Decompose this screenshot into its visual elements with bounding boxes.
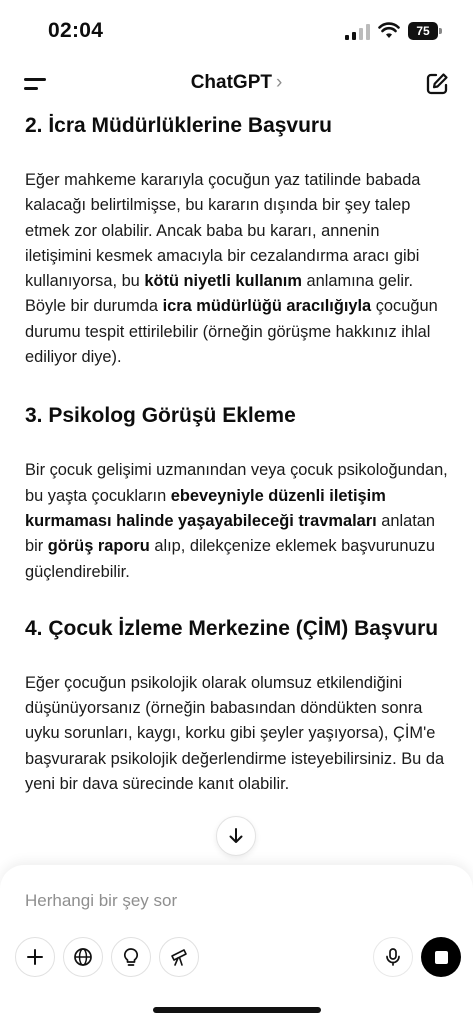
section-heading-4: 4. Çocuk İzleme Merkezine (ÇİM) Başvuru — [25, 616, 439, 640]
reasoning-button[interactable] — [111, 937, 151, 977]
globe-icon — [73, 947, 93, 967]
chevron-right-icon: › — [275, 72, 283, 93]
voice-input-button[interactable] — [373, 937, 413, 977]
new-chat-icon[interactable] — [424, 71, 450, 97]
signal-icon — [345, 24, 371, 40]
nav-title: ChatGPT — [190, 72, 272, 93]
message-input[interactable] — [25, 887, 445, 915]
plus-icon — [25, 947, 45, 967]
model-selector[interactable] — [0, 72, 473, 94]
telescope-icon — [169, 947, 189, 967]
home-indicator — [153, 1007, 321, 1013]
bold-text: icra müdürlüğü aracılığıyla — [162, 297, 372, 316]
add-attachment-button[interactable] — [15, 937, 55, 977]
composer — [0, 865, 473, 1024]
paragraph-4: Eğer çocuğun psikolojik olarak olumsuz etkilendiğini düşünüyorsanız (örneğin babasından döndükten sonra uyku sorunları, kaygı, korku gibi şeyler yaşıyorsa), ÇİM'e başvurarak psikolojik değerlendirme isteyebilirsiniz. Bu da yeni bir dava sürecinde kanıt olabilir. — [25, 673, 445, 794]
battery-indicator: 75 — [408, 22, 438, 40]
bold-text: görüş raporu — [47, 537, 150, 556]
stop-button[interactable] — [421, 937, 461, 977]
bold-text: kötü niyetli kullanım — [144, 272, 302, 291]
deep-research-button[interactable] — [159, 937, 199, 977]
paragraph-3: Bir çocuk gelişimi uzmanından veya çocuk psikoloğundan, bu yaşta çocukların ebeveyniyle düzenli iletişim kurmaması halinde yaşayabileceği travmaları anlatan bir görüş raporu alıp, dilekçenize eklemek başvurunuzu güçlendirebilir. — [25, 461, 448, 581]
arrow-down-icon — [227, 827, 245, 845]
lightbulb-icon — [121, 947, 141, 967]
wifi-icon — [378, 22, 400, 39]
battery-cap — [439, 28, 442, 34]
section-heading-3: 3. Psikolog Görüşü Ekleme — [25, 404, 296, 428]
web-search-button[interactable] — [63, 937, 103, 977]
assistant-message — [25, 110, 450, 797]
scroll-down-button[interactable] — [216, 816, 256, 856]
status-time: 02:04 — [48, 19, 104, 42]
nav-bar — [0, 62, 473, 106]
status-bar — [0, 0, 473, 60]
microphone-icon — [383, 947, 403, 967]
bold-text: ebeveyniyle düzenli iletişim kurmaması halinde yaşayabileceği travmaları — [25, 486, 386, 530]
paragraph-2: Eğer mahkeme kararıyla çocuğun yaz tatilinde babada kalacağı belirtilmişse, bu kararın dışında bir şey talep etmek zor olabilir. Ancak baba bu kararı, annenin iletişimini kesmek amacıyla bir cezalandırma aracı gibi kullanıyorsa, bu kötü niyetli kullanım anlamına gelir. Böyle bir durumda icra müdürlüğü aracılığıyla çocuğun durumu tespit ettirilebilir (örneğin görüşme hakkınız ihlal ediliyor diye). — [25, 171, 438, 367]
section-heading-2: 2. İcra Müdürlüklerine Başvuru — [25, 114, 332, 137]
stop-icon — [435, 951, 448, 964]
